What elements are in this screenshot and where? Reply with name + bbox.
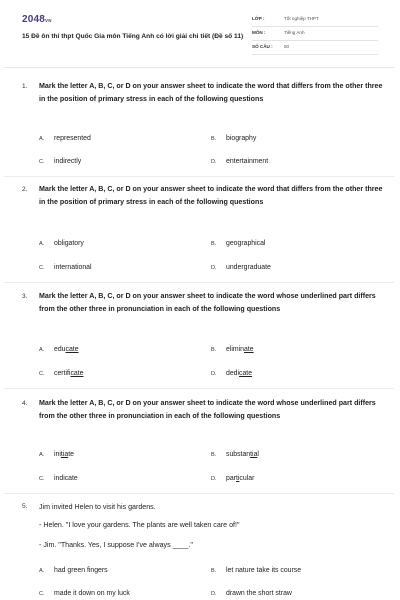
- option-letter: A.: [39, 568, 45, 574]
- meta-value: Tiếng Anh: [284, 30, 305, 35]
- option-text: represented: [54, 135, 91, 142]
- option-letter: C.: [39, 265, 45, 271]
- option-letter: A.: [39, 136, 45, 142]
- option-text: educate: [54, 346, 79, 353]
- question-number: 5.: [22, 503, 28, 510]
- site-logo[interactable]: [22, 14, 52, 25]
- meta-value: 50: [284, 44, 290, 49]
- option-letter: A.: [39, 347, 45, 353]
- header: [0, 0, 400, 66]
- question-line: Jim invited Helen to visit his gardens.: [39, 503, 156, 511]
- question-text: Mark the letter A, B, C, or D on your answer sheet to indicate the word whose underlined part differs from the other three in pronunciation in each of the following questions: [39, 399, 376, 421]
- option-text: had green fingers: [54, 567, 108, 574]
- option-text: initiate: [54, 451, 74, 458]
- meta-key: LỚP :: [252, 16, 265, 21]
- option-text: dedicate: [226, 370, 253, 377]
- option-text: particular: [226, 475, 255, 482]
- option-text: entertainment: [226, 158, 269, 165]
- option-letter: C.: [39, 476, 45, 482]
- option-letter: B.: [211, 136, 217, 142]
- header-divider: [4, 67, 394, 68]
- question-number: 2.: [22, 186, 28, 193]
- question-number: 1.: [22, 83, 28, 90]
- logo-text: 2048: [22, 14, 46, 25]
- question-number: 4.: [22, 400, 28, 407]
- question-separator: [4, 176, 394, 177]
- option-letter: C.: [39, 591, 45, 597]
- option-text: obligatory: [54, 240, 84, 247]
- meta-class-row: [252, 13, 378, 27]
- option-text: international: [54, 264, 92, 271]
- option-letter: D.: [211, 476, 217, 482]
- option-letter: B.: [211, 347, 217, 353]
- option-text: biography: [226, 135, 257, 142]
- question-text: Mark the letter A, B, C, or D on your answer sheet to indicate the word that differs from the other three in the position of primary stress in each of the following questions: [39, 82, 383, 104]
- option-letter: D.: [211, 371, 217, 377]
- option-letter: A.: [39, 241, 45, 247]
- option-text: undergraduate: [226, 264, 271, 271]
- question-number: 3.: [22, 293, 28, 300]
- option-letter: B.: [211, 568, 217, 574]
- question-text: Mark the letter A, B, C, or D on your answer sheet to indicate the word that differs from the other three in the position of primary stress in each of the following questions: [39, 185, 383, 207]
- meta-key: MÔN :: [252, 30, 266, 35]
- question-separator: [4, 493, 394, 494]
- question-line: - Jim. "Thanks. Yes, I suppose I've always ____.": [39, 541, 193, 549]
- meta-count-row: [252, 41, 378, 55]
- option-letter: D.: [211, 159, 217, 165]
- option-text: geographical: [226, 240, 266, 247]
- option-letter: C.: [39, 371, 45, 377]
- meta-subject-row: [252, 27, 378, 41]
- option-text: let nature take its course: [226, 567, 302, 574]
- option-letter: D.: [211, 265, 217, 271]
- option-letter: C.: [39, 159, 45, 165]
- question-text: Mark the letter A, B, C, or D on your answer sheet to indicate the word whose underlined part differs from the other three in pronunciation in each of the following questions: [39, 292, 376, 314]
- option-text: indicate: [54, 475, 78, 482]
- option-letter: B.: [211, 241, 217, 247]
- option-letter: D.: [211, 591, 217, 597]
- option-text: substantial: [226, 451, 259, 458]
- option-text: made it down on my luck: [54, 590, 130, 597]
- question-separator: [4, 388, 394, 389]
- option-text: certificate: [54, 370, 84, 377]
- question-line: - Helen. "I love your gardens. The plants are well taken care of!": [39, 521, 240, 529]
- option-letter: B.: [211, 452, 217, 458]
- page-title: 15 Đề ôn thi thpt Quốc Gia môn Tiếng Anh có lời giải chi tiết (Đề số 11): [22, 33, 244, 40]
- meta-key: SỐ CÂU :: [252, 44, 273, 49]
- option-text: eliminate: [226, 346, 254, 353]
- logo-suffix: VN: [45, 18, 52, 23]
- meta-value: Tốt nghiệp THPT: [284, 16, 319, 21]
- option-text: indirectly: [54, 158, 82, 165]
- option-letter: A.: [39, 452, 45, 458]
- question-separator: [4, 282, 394, 283]
- option-text: drawn the short straw: [226, 590, 292, 597]
